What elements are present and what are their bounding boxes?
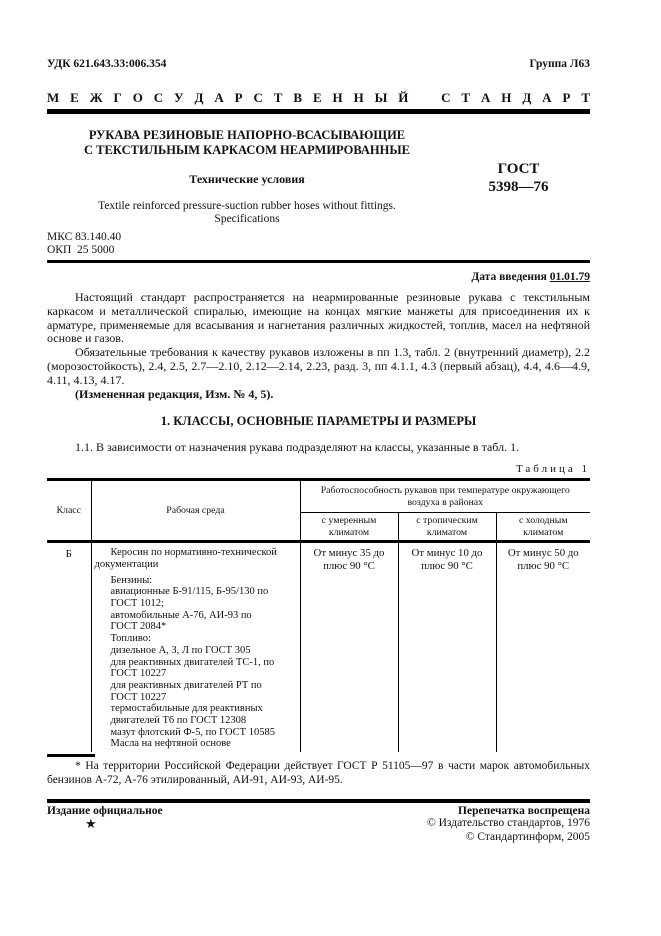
copyright-2005: © Стандартинформ, 2005: [465, 830, 590, 843]
medium-line: Топливо:: [110, 633, 151, 645]
header-climate-moderate: с умеренным климатом: [300, 513, 398, 542]
table-header-row-1: [47, 480, 590, 513]
cell-working-medium: [91, 542, 300, 752]
footnote-text: * На территории Российской Федерации действует ГОСТ Р 51105—97 в части марок автомобильных бензинов А-72, А-76 этилированный, АИ-91, АИ-93, АИ-95.: [47, 760, 590, 786]
header-rule: [47, 260, 590, 263]
table-1-label: Таблица 1: [515, 463, 590, 476]
table-row: [47, 542, 590, 752]
doc-title-en-line2: Specifications: [214, 213, 280, 225]
doc-title-english: [47, 200, 447, 226]
header-climate-cold: с холодным климатом: [496, 513, 590, 542]
medium-line: автомобильные А-76, АИ-93 по: [110, 609, 252, 621]
mks-code: МКС 83.140.40: [47, 231, 122, 243]
medium-line: авиационные Б-91/115, Б-95/130 по: [110, 586, 269, 598]
clause-1-1: 1.1. В зависимости от назначения рукава подразделяют на классы, указанные в табл. 1.: [75, 440, 520, 455]
okp-code: ОКП 25 5000: [47, 243, 115, 256]
medium-line: ГОСТ 1012;: [110, 597, 164, 609]
official-edition-label: Издание официальное: [47, 805, 163, 818]
requirements-paragraph: Обязательные требования к качеству рукавов изложены в пп 1.3, табл. 2 (внутренний диаметр), 2.2 (морозостойкость), 2.4, 2.5, 2.7—2.10, 2.12—2.14, 2.23, разд. 3, пп 4.1.1, 4.3 (первый абзац), 4.4, 4.6—4.9, 4.11, 4.13, 4.17.: [47, 345, 590, 387]
standard-type-banner: М Е Ж Г О С У Д А Р С Т В Е Н Н Ы Й С Т А Н Д А Р Т: [47, 90, 590, 105]
banner-rule: [47, 109, 590, 114]
medium-line: Масла на нефтяной основе: [110, 738, 231, 750]
medium-line: для реактивных двигателей РТ по: [110, 679, 262, 691]
title-left-column: [47, 128, 447, 226]
intro-date-value: 01.01.79: [549, 271, 590, 283]
intro-date-label: Дата введения: [471, 271, 550, 283]
header-climate-tropical: с тропическим климатом: [398, 513, 496, 542]
copyright-1976: © Издательство стандартов, 1976: [426, 817, 590, 830]
gost-designation: [447, 160, 590, 226]
footnote-rule: [47, 754, 95, 757]
medium-line: ГОСТ 2084*: [110, 621, 167, 633]
gost-label: ГОСТ: [497, 161, 540, 177]
medium-line: ГОСТ 10227: [110, 668, 167, 680]
scope-paragraph: Настоящий стандарт распространяется на неармированные резиновые рукава с текстильным каркасом и металлической спиралью, имеющие на концах мягкие манжеты для присоединения их к арматуре, применяемые для всасывания и нагнетания различных жидкостей, топлив, масел на нефтяной основе и газов.: [47, 290, 590, 346]
copyright-block: [427, 817, 590, 844]
medium-line: дизельное А, З, Л по ГОСТ 305: [110, 644, 251, 656]
medium-line: ГОСТ 10227: [110, 691, 167, 703]
medium-line: Бензины:: [110, 574, 153, 586]
reprint-prohibited-label: Перепечатка воспрещена: [458, 805, 590, 818]
cell-class-value: Б: [65, 548, 72, 561]
doc-title-line2: С ТЕКСТИЛЬНЫМ КАРКАСОМ НЕАРМИРОВАННЫЕ: [84, 143, 410, 157]
title-block: [47, 128, 590, 226]
footer-rule: [47, 799, 590, 803]
medium-line: термостабильные для реактивных: [110, 703, 263, 715]
header-capability: Работоспособность рукавов при температуре окружающего воздуха в районах: [300, 480, 590, 513]
footer-bottom: [47, 817, 590, 844]
doc-subtitle: Технические условия: [189, 172, 305, 186]
amendment-note: (Измененная редакция, Изм. № 4, 5).: [75, 386, 274, 401]
footer-labels: [47, 805, 590, 817]
doc-title-en-line1: Textile reinforced pressure-suction rubber hoses without fittings.: [98, 200, 396, 212]
udk-code: УДК 621.643.33:006.354: [47, 58, 167, 70]
classification-codes: [47, 231, 590, 256]
introduction-date: [47, 271, 590, 283]
cell-temp-moderate: От минус 35 до плюс 90 °С: [300, 542, 398, 752]
star-icon: ★: [85, 816, 97, 832]
header-medium: Рабочая среда: [91, 480, 300, 542]
medium-line: мазут флотский Ф-5, по ГОСТ 10585: [110, 726, 275, 738]
table-1: [47, 478, 590, 752]
cell-temp-tropical: От минус 10 до плюс 90 °С: [398, 542, 496, 752]
medium-intro: Керосин по нормативно-технической документации: [94, 547, 277, 570]
medium-lines: [95, 575, 297, 751]
cell-temp-cold: От минус 50 до плюс 90 °С: [496, 542, 590, 752]
header-class: Класс: [47, 480, 91, 542]
group-code: Группа Л63: [529, 58, 590, 70]
document-title: [47, 128, 447, 158]
doc-title-line1: РУКАВА РЕЗИНОВЫЕ НАПОРНО-ВСАСЫВАЮЩИЕ: [88, 128, 406, 142]
section-1-heading: 1. КЛАССЫ, ОСНОВНЫЕ ПАРАМЕТРЫ И РАЗМЕРЫ: [160, 414, 477, 429]
document-header: [47, 58, 590, 70]
medium-line: двигателей Т6 по ГОСТ 12308: [110, 715, 247, 727]
medium-line: для реактивных двигателей ТС-1, по: [110, 656, 275, 668]
gost-number: 5398—76: [488, 179, 549, 195]
